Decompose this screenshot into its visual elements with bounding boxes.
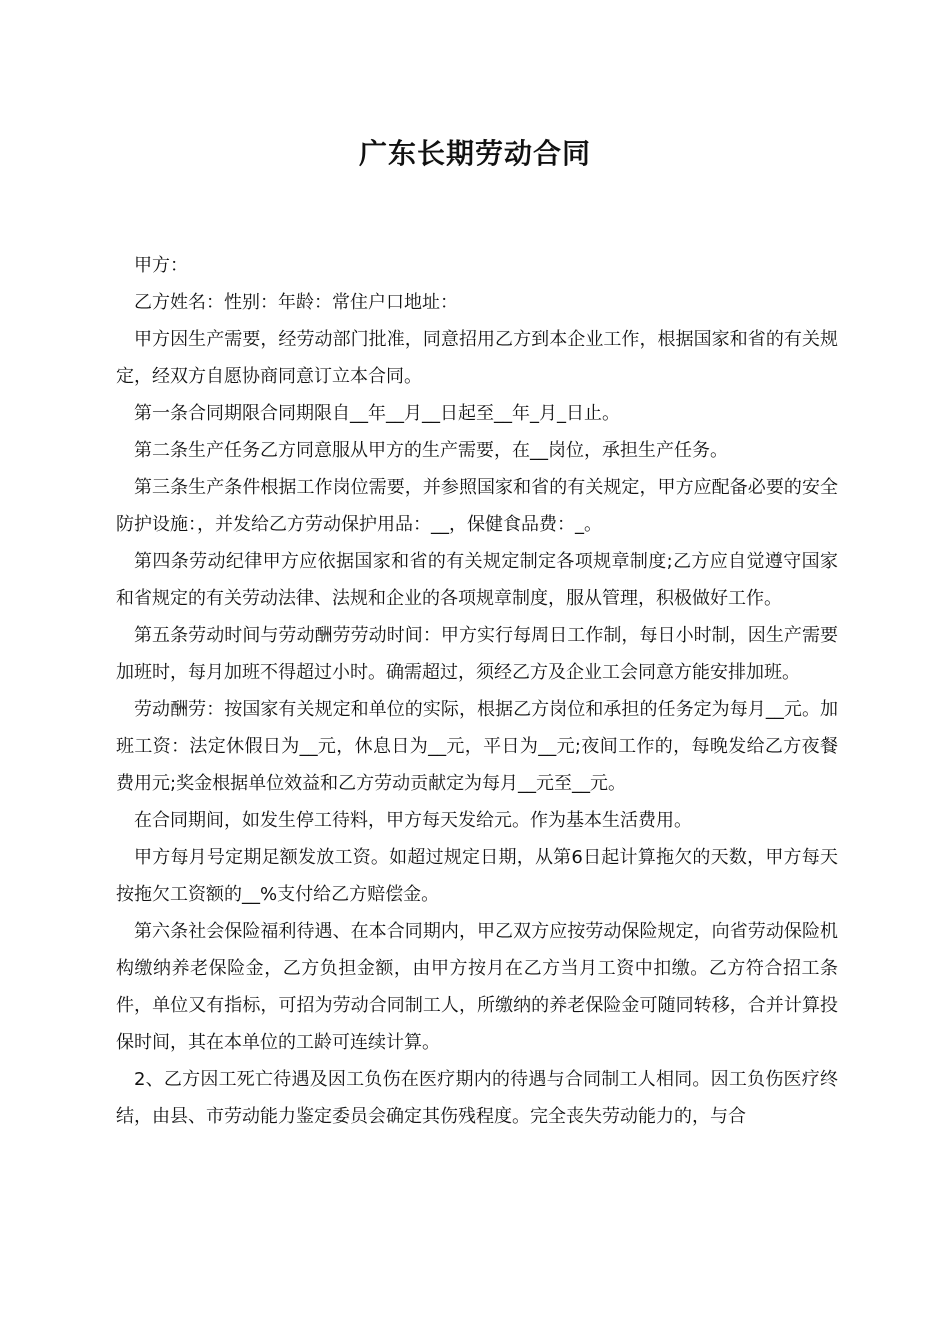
preamble-paragraph: 甲方因生产需要，经劳动部门批准，同意招用乙方到本企业工作，根据国家和省的有关规定，经双方自愿协商同意订立本合同。 (116, 329, 838, 387)
work-injury-paragraph: 2、乙方因工死亡待遇及因工负伤在医疗期内的待遇与合同制工人相同。因工负伤医疗终结，由县、市劳动能力鉴定委员会确定其伤残程度。完全丧失劳动能力的，与合 (116, 1069, 838, 1127)
party-b-info-line: 乙方姓名：性别：年龄：常住户口地址： (134, 292, 458, 313)
salary-payment-paragraph: 甲方每月号定期足额发放工资。如超过规定日期，从第6日起计算拖欠的天数，甲方每天按拖欠工资额的__%支付给乙方赔偿金。 (116, 847, 838, 905)
article-3-conditions: 第三条生产条件根据工作岗位需要，并参照国家和省的有关规定，甲方应配备必要的安全防护设施：，并发给乙方劳动保护用品：__，保健食品费：_。 (116, 477, 838, 535)
document-body (116, 247, 838, 1135)
article-5-working-time: 第五条劳动时间与劳动酬劳劳动时间：甲方实行每周日工作制，每日小时制，因生产需要加班时，每月加班不得超过小时。确需超过，须经乙方及企业工会同意方能安排加班。 (116, 625, 838, 683)
work-stoppage-paragraph: 在合同期间，如发生停工待料，甲方每天发给元。作为基本生活费用。 (134, 810, 692, 831)
party-a-line: 甲方： (134, 255, 188, 276)
article-1-term: 第一条合同期限合同期限自__年__月__日起至__年_月_日止。 (134, 403, 620, 424)
article-2-task: 第二条生产任务乙方同意服从甲方的生产需要，在__岗位，承担生产任务。 (134, 440, 728, 461)
article-6-social-insurance: 第六条社会保险福利待遇、在本合同期内，甲乙双方应按劳动保险规定，向省劳动保险机构缴纳养老保险金，乙方负担金额，由甲方按月在乙方当月工资中扣缴。乙方符合招工条件，单位又有指标，可招为劳动合同制工人，所缴纳的养老保险金可随同转移，合并计算投保时间，其在本单位的工龄可连续计算。 (116, 921, 838, 1053)
article-4-discipline: 第四条劳动纪律甲方应依据国家和省的有关规定制定各项规章制度;乙方应自觉遵守国家和省规定的有关劳动法律、法规和企业的各项规章制度，服从管理，积极做好工作。 (116, 551, 838, 609)
remuneration-paragraph: 劳动酬劳：按国家有关规定和单位的实际，根据乙方岗位和承担的任务定为每月__元。加班工资：法定休假日为__元，休息日为__元，平日为__元;夜间工作的，每晚发给乙方夜餐费用元;奖金根据单位效益和乙方劳动贡献定为每月__元至__元。 (116, 699, 838, 794)
document-title: 广东长期劳动合同 (358, 137, 591, 170)
